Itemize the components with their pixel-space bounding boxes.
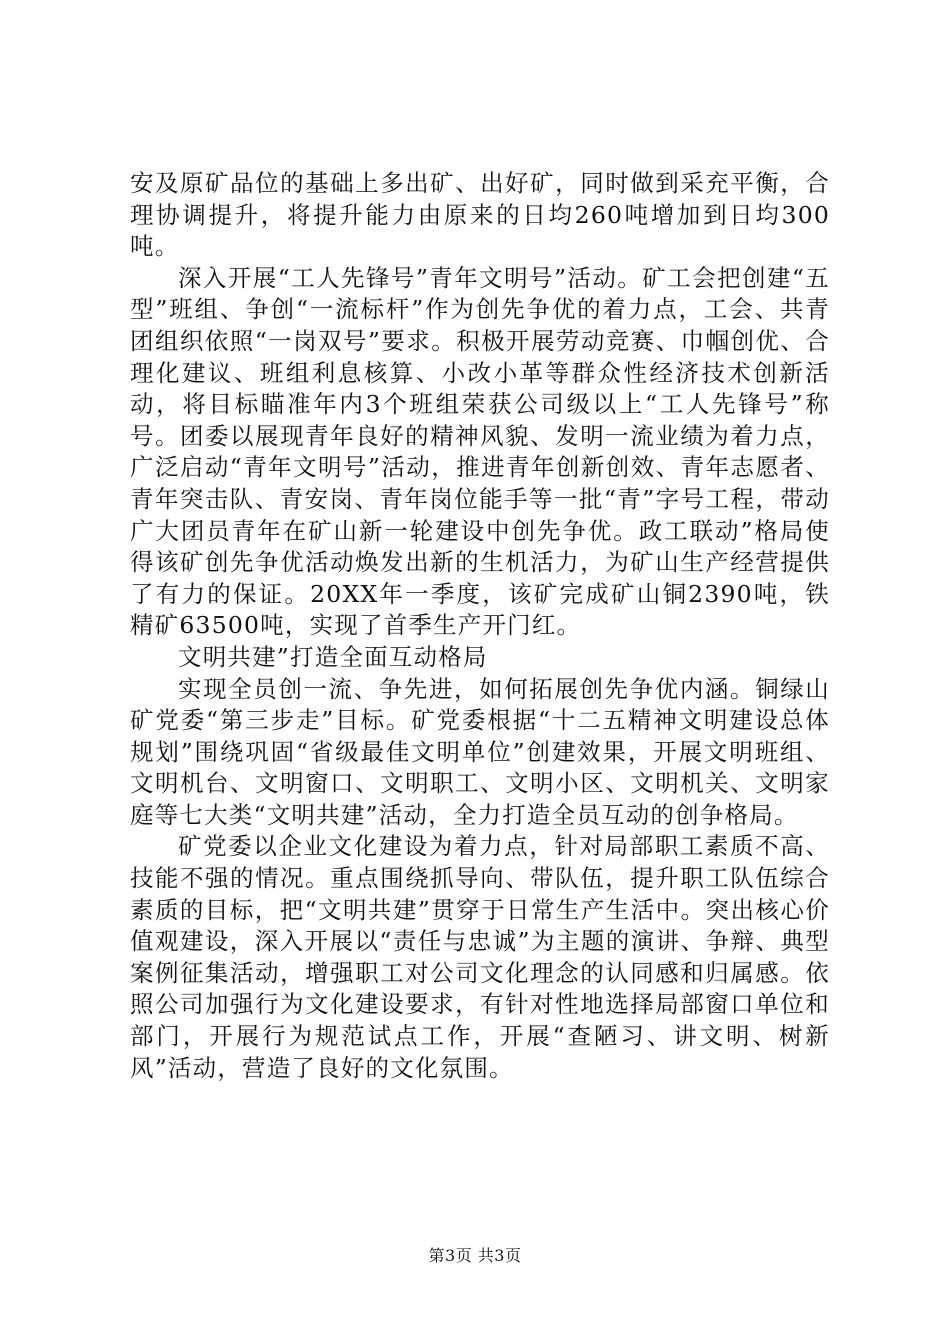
paragraph-civilization-building: 实现全员创一流、争先进，如何拓展创先争优内涵。铜绿山矿党委“第三步走”目标。矿党委根据“十二五精神文明建设总体规划”围绕巩固“省级最佳文明单位”创建效果，开展文明班组、文明机台、文明窗口、文明职工、文明小区、文明机关、文明家庭等七大类“文明共建”活动，全力打造全员互动的创争格局。 [130,674,830,829]
paragraph-corporate-culture: 矿党委以企业文化建设为着力点，针对局部职工素质不高、技能不强的情况。重点围绕抓导向、带队伍，提升职工队伍综合素质的目标，把“文明共建”贯穿于日常生产生活中。突出核心价值观建设，深入开展以“责任与忠诚”为主题的演讲、争辩、典型案例征集活动，增强职工对公司文化理念的认同感和归属感。依照公司加强行为文化建设要求，有针对性地选择局部窗口单位和部门，开展行为规范试点工作，开展“查陋习、讲文明、树新风”活动，营造了良好的文化氛围。 [130,832,830,1082]
section-heading-civilization: 文明共建”打造全面互动格局 [178,642,488,671]
page-footer: 第3页 共3页 [428,1246,522,1265]
paragraph-continuation: 安及原矿品位的基础上多出矿、出好矿，同时做到采充平衡，合理协调提升，将提升能力由原来的日均260吨增加到日均300吨。 [130,169,830,261]
document-body [130,168,830,1084]
paragraph-worker-vanguard: 深入开展“工人先锋号”青年文明号”活动。矿工会把创建“五型”班组、争创“一流标杆”作为创先争优的着力点，工会、共青团组织依照“一岗双号”要求。积极开展劳动竞赛、巾帼创优、合理化建议、班组利息核算、小改小革等群众性经济技术创新活动，将目标瞄准年内3个班组荣获公司级以上“工人先锋号”称号。团委以展现青年良好的精神风貌、发明一流业绩为着力点，广泛启动“青年文明号”活动，推进青年创新创效、青年志愿者、青年突击队、青安岗、青年岗位能手等一批“青”字号工程，带动广大团员青年在矿山新一轮建设中创先争优。政工联动”格局使得该矿创先争优活动焕发出新的生机活力，为矿山生产经营提供了有力的保证。20XX年一季度，该矿完成矿山铜2390吨，铁精矿63500吨，实现了首季生产开门红。 [130,263,830,640]
